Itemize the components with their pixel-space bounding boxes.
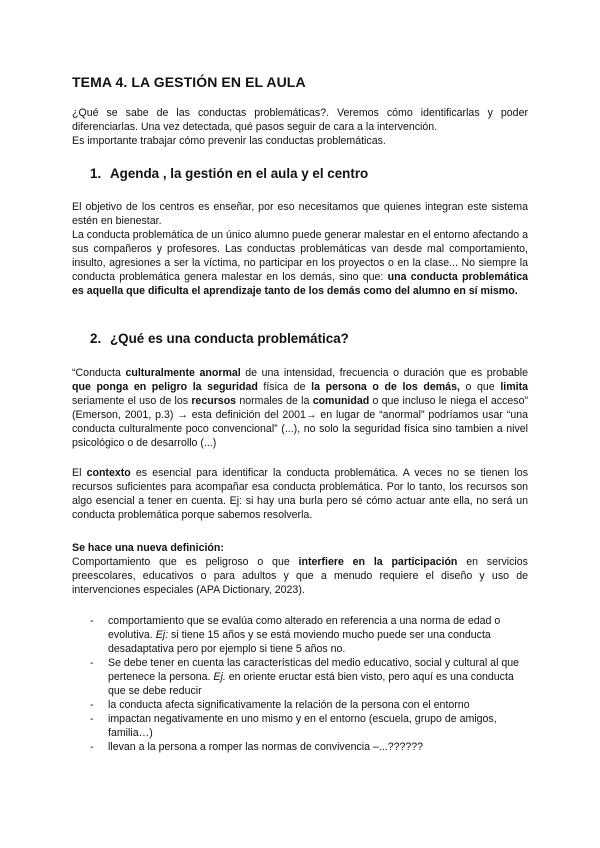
quote-bold-4: limita — [500, 381, 528, 393]
quote-text-7: o que incluso le niega el acceso” (Emerson, 2001, p.3) → esta definición del 2001→ en lugar de “anormal” podríamos usar “una conducta culturalmente poco convencional” (...), no solo la seguridad física sino tambien a nivel psicológico o de desarrollo (...) — [72, 395, 529, 449]
context-text-1: El — [72, 467, 87, 479]
section-1-p2-text: La conducta problemática de un único alumno puede generar malestar en el entorno afectando a sus compañeros y profesores. Las conductas problemáticas van desde mal comportamiento, insulto, agresiones a ser la víctima, no participar en los proyectos o en la clase... No siempre la conducta problemática genera malestar en los demás, sino que: — [72, 229, 528, 283]
criteria-list — [72, 614, 528, 754]
new-def-text-1: Comportamiento que es peligroso o que — [72, 556, 299, 568]
context-text-2: es esencial para identificar la conducta problemática. A veces no se tienen los recursos suficientes para acompañar esa conducta problemática. Por lo tanto, los recursos son algo esencial a tener en cuenta. Ej: si hay una burla pero sé cómo actuar ante ella, no será un conducta problemática porque sabemos resolverla. — [72, 467, 528, 521]
quote-text-6: normales de la — [236, 395, 313, 407]
quote-text-3: física de — [257, 381, 312, 393]
section-1-paragraph-2 — [72, 228, 528, 298]
section-1-number: 1. — [90, 166, 102, 181]
section-2-heading — [90, 332, 349, 346]
quote-text-5: seriamente el uso de los — [72, 395, 192, 407]
new-def-text-2: en servicios preescolares, educativos o para adultos y que a menudo requiere el diseño y uso de intervenciones especiales (APA Dictionary, 2023). — [72, 556, 528, 596]
quote-bold-6: comunidad — [312, 395, 370, 407]
quote-text-2: de una intensidad, frecuencia o duración que es probable — [240, 367, 528, 379]
new-def-bold: interfiere en la participación — [298, 556, 458, 568]
quote-bold-1: culturalmente anormal — [125, 367, 241, 379]
list-item — [72, 656, 528, 698]
bullet-2-italic: Ej. — [213, 671, 226, 683]
section-1-paragraph-1: El objetivo de los centros es enseñar, por eso necesitamos que quienes integran este sistema estén en bienestar. — [72, 201, 528, 227]
quote-bold-5: recursos — [191, 395, 237, 407]
document-title: TEMA 4. LA GESTIÓN EN EL AULA — [72, 74, 306, 90]
section-1-title: Agenda , la gestión en el aula y el centro — [110, 166, 369, 181]
section-2-quote — [72, 366, 528, 450]
quote-bold-3: la persona o de los demás, — [311, 381, 460, 393]
context-paragraph — [72, 466, 528, 522]
bullet-dash: - — [90, 657, 94, 669]
intro-line-1: ¿Qué se sabe de las conductas problemáticas?. Veremos cómo identificarlas y poder diferenciarlas. Una vez detectada, qué pasos seguir de cara a la intervención. — [72, 107, 528, 133]
context-bold: contexto — [86, 467, 131, 479]
section-1-heading — [90, 167, 368, 181]
bullet-1-italic: Ej: — [155, 629, 169, 641]
intro-line-2: Es importante trabajar cómo prevenir las conductas problemáticas. — [72, 135, 386, 147]
bullet-2-text-1: Se debe tener en cuenta las características del medio educativo, social y cultural al que pertenece la persona. — [108, 657, 520, 683]
bullet-3-text: la conducta afecta significativamente la relación de la persona con el entorno — [108, 699, 470, 711]
quote-bold-2: que ponga en peligro la seguridad — [72, 381, 258, 393]
bullet-dash: - — [90, 713, 94, 725]
bullet-2-text-2: en oriente eructar está bien visto, pero aquí es una conducta que se debe reducir — [108, 671, 514, 697]
list-item — [72, 740, 528, 754]
bullet-dash: - — [90, 741, 94, 753]
section-2-title: ¿Qué es una conducta problemática? — [110, 331, 349, 346]
bullet-1-text-1: comportamiento que se evalúa como alterado en referencia a una norma de edad o evolutiva. — [108, 615, 501, 641]
bullet-4-text: impactan negativamente en uno mismo y en el entorno (escuela, grupo de amigos, familia…) — [108, 713, 497, 739]
list-item — [72, 698, 528, 712]
new-definition-heading: Se hace una nueva definición: — [72, 542, 224, 554]
section-2-number: 2. — [90, 331, 102, 346]
list-item — [72, 712, 528, 740]
quote-text-4: o que — [459, 381, 501, 393]
section-1-p2-bold: una conducta problemática es aquella que dificulta el aprendizaje tanto de los demás como del alumno en sí mismo. — [72, 271, 528, 297]
bullet-dash: - — [90, 699, 94, 711]
bullet-dash: - — [90, 615, 94, 627]
quote-text-1: “Conducta — [72, 367, 126, 379]
new-definition-paragraph — [72, 555, 528, 597]
bullet-5-text: llevan a la persona a romper las normas de convivencia –...?????? — [108, 741, 424, 753]
bullet-1-text-2: si tiene 15 años y se está moviendo mucho puede ser una conducta desadaptativa pero por ejemplo si tiene 5 años no. — [108, 629, 491, 655]
intro-paragraph — [72, 106, 528, 148]
list-item — [72, 614, 528, 656]
